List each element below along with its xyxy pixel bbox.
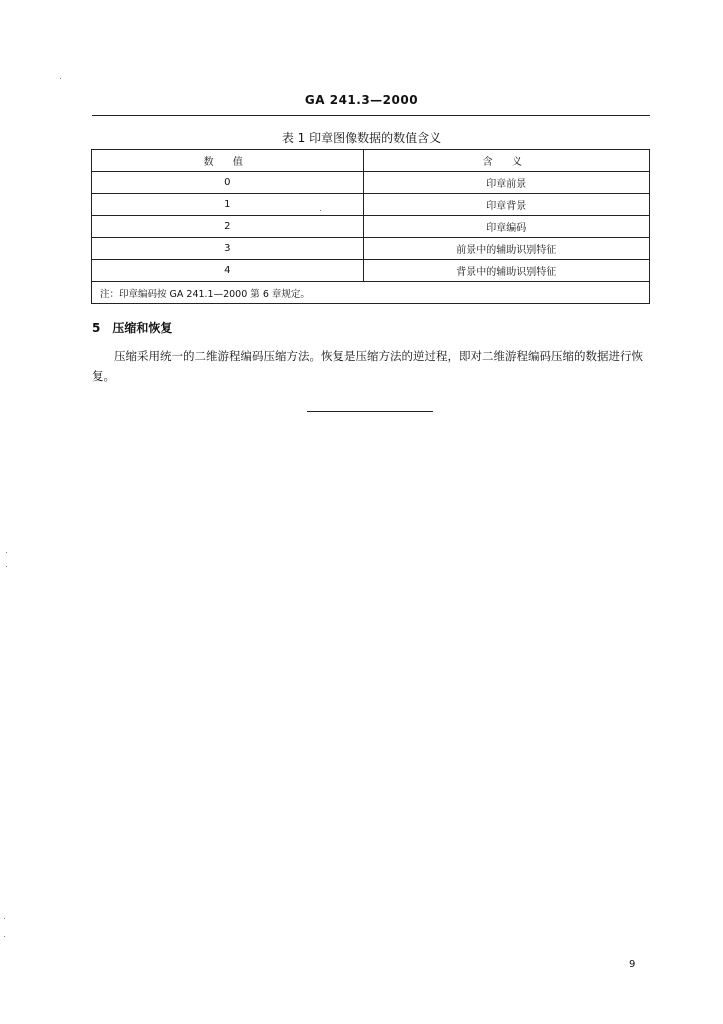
scan-speck (320, 210, 321, 211)
cell-meaning: 印章编码 (363, 216, 650, 238)
scan-speck (60, 78, 61, 79)
section-heading (92, 319, 172, 336)
cell-value: 4 (92, 260, 364, 282)
cell-meaning: 背景中的辅助识别特征 (363, 260, 650, 282)
page-number: 9 (629, 959, 636, 970)
end-rule (307, 411, 433, 412)
cell-value: 1 (92, 194, 364, 216)
table-row (92, 172, 650, 194)
table-header-row (92, 150, 650, 172)
value-meaning-table (91, 149, 650, 304)
section-number: 5 (92, 321, 101, 335)
table-row (92, 238, 650, 260)
scan-speck (4, 936, 5, 937)
section-paragraph: 压缩采用统一的二维游程编码压缩方法。恢复是压缩方法的逆过程，即对二维游程编码压缩的数据进行恢复。 (92, 349, 643, 383)
cell-value: 3 (92, 238, 364, 260)
table-note-row (92, 282, 650, 304)
scan-speck (6, 552, 7, 553)
column-header-meaning: 含 义 (363, 150, 650, 172)
table-row (92, 216, 650, 238)
table-row (92, 194, 650, 216)
section-title: 压缩和恢复 (112, 321, 173, 335)
cell-value: 0 (92, 172, 364, 194)
cell-meaning: 前景中的辅助识别特征 (363, 238, 650, 260)
cell-meaning: 印章背景 (363, 194, 650, 216)
column-header-value: 数 值 (92, 150, 364, 172)
table-note: 注：印章编码按 GA 241.1—2000 第 6 章规定。 (92, 282, 650, 304)
header-rule (92, 115, 650, 116)
cell-meaning: 印章前景 (363, 172, 650, 194)
scan-speck (6, 566, 7, 567)
table-caption: 表 1 印章图像数据的数值含义 (281, 131, 442, 145)
scan-speck (4, 918, 5, 919)
table-row (92, 260, 650, 282)
standard-code: GA 241.3—2000 (304, 93, 419, 107)
cell-value: 2 (92, 216, 364, 238)
